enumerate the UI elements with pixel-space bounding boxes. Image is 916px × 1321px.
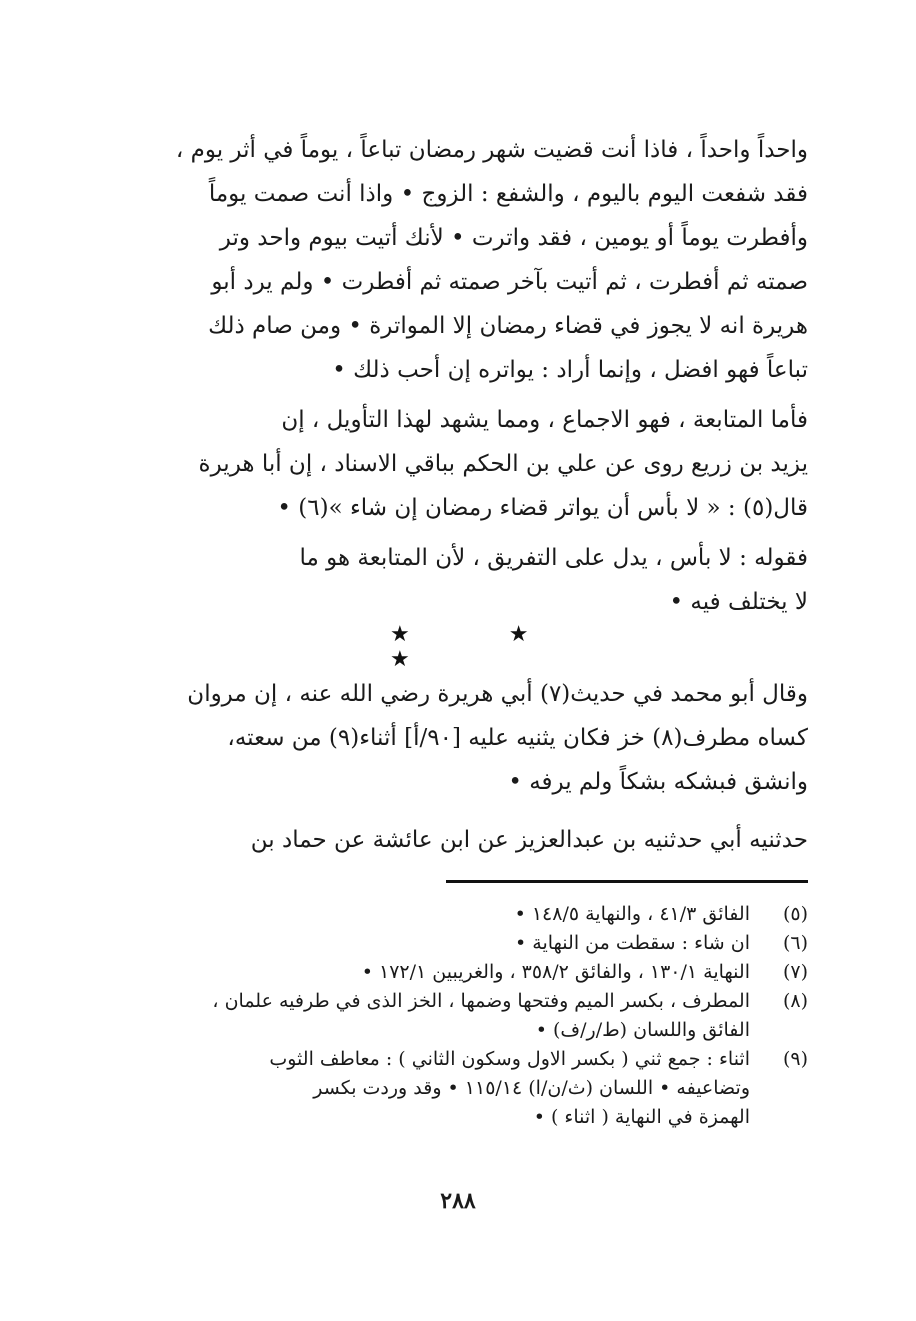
text-line: وأفطرت يوماً أو يومين ، فقد واترت • لأنك أتيت بيوم واحد وتر: [219, 225, 808, 251]
text-line: هريرة انه لا يجوز في قضاء رمضان إلا المواترة • ومن صام ذلك: [208, 313, 808, 339]
footnote-number: (٧): [782, 961, 808, 983]
footnote-line: الهمزة في النهاية ( اثناء ) •: [533, 1106, 750, 1128]
footnote-number: (٨): [782, 990, 808, 1012]
footnote-text: [158, 1045, 750, 1132]
text-line: يزيد بن زريع روى عن علي بن الحكم بباقي الاسناد ، إن أبا هريرة: [198, 451, 808, 477]
paragraph-4: [158, 672, 808, 804]
footnote-text: [158, 929, 750, 958]
footnote-text: [158, 987, 750, 1045]
text-line: وانشق فبشكه بشكاً ولم يرفه •: [508, 769, 808, 795]
text-line: صمته ثم أفطرت ، ثم أتيت بآخر صمته ثم أفطرت • ولم يرد أبو: [211, 269, 808, 295]
footnote-text: [158, 900, 750, 929]
footnote-5: [158, 900, 808, 929]
paragraph-2: [158, 398, 808, 530]
text-line: فقوله : لا بأس ، يدل على التفريق ، لأن المتابعة هو ما: [299, 545, 808, 571]
text-line: لا يختلف فيه •: [669, 589, 808, 615]
footnotes: [158, 900, 808, 1132]
text-line: فأما المتابعة ، فهو الاجماع ، ومما يشهد لهذا التأويل ، إن: [281, 407, 808, 433]
text-line: كساه مطرف(٨) خز فكان يثنيه عليه [٩٠/أ] أثناء(٩) من سعته،: [227, 725, 808, 751]
footnote-number: (٩): [782, 1048, 808, 1070]
footnote-line: النهاية ١٣٠/١ ، والفائق ٣٥٨/٢ ، والغريبين ١٧٢/١ •: [361, 961, 750, 983]
paragraph-3: [158, 536, 808, 624]
footnote-divider: [446, 880, 808, 883]
footnote-line: الفائق ٤١/٣ ، والنهاية ١٤٨/٥ •: [514, 903, 750, 925]
footnote-line: المطرف ، بكسر الميم وفتحها وضمها ، الخز الذى في طرفيه علمان ،: [212, 990, 750, 1012]
footnote-text: [158, 958, 750, 987]
paragraph-5: [158, 818, 808, 862]
footnote-line: وتضاعيفه • اللسان (ث/ن/ا) ١١٥/١٤ • وقد وردت بكسر: [313, 1077, 750, 1099]
footnote-line: الفائق واللسان (ط/ر/ف) •: [535, 1019, 750, 1041]
footnote-7: [158, 958, 808, 987]
text-line: وقال أبو محمد في حديث(٧) أبي هريرة رضي الله عنه ، إن مروان: [187, 681, 808, 707]
footnote-9: [158, 1045, 808, 1132]
text-line: قال(٥) : « لا بأس أن يواتر قضاء رمضان إن شاء »(٦) •: [277, 495, 808, 521]
text-line: فقد شفعت اليوم باليوم ، والشفع : الزوج • واذا أنت صمت يوماً: [208, 181, 808, 207]
text-line: واحداً واحداً ، فاذا أنت قضيت شهر رمضان تباعاً ، يوماً في أثر يوم ،: [175, 137, 808, 163]
paragraph-1: [158, 128, 808, 392]
text-line: تباعاً فهو افضل ، وإنما أراد : يواتره إن أحب ذلك •: [332, 357, 808, 383]
footnote-number: (٦): [782, 932, 808, 954]
footnote-line: ان شاء : سقطت من النهاية •: [515, 932, 750, 954]
footnote-6: [158, 929, 808, 958]
footnote-number: (٥): [782, 903, 808, 925]
page-number: ٢٨٨: [440, 1188, 476, 1214]
footnote-8: [158, 987, 808, 1045]
footnote-line: اثناء : جمع ثني ( بكسر الاول وسكون الثاني ) : معاطف الثوب: [269, 1048, 750, 1070]
section-separator: ★ ★ ★: [390, 622, 575, 672]
text-line: حدثنيه أبي حدثنيه بن عبدالعزيز عن ابن عائشة عن حماد بن: [250, 827, 808, 853]
